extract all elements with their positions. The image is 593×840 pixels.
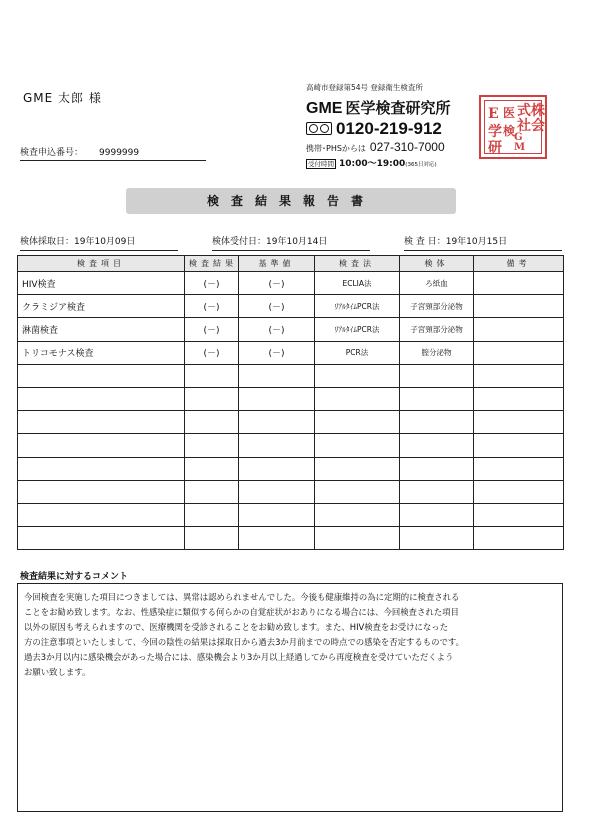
- table-row: [18, 341, 564, 364]
- lab-info: [306, 82, 466, 169]
- seal-char: 株: [531, 103, 545, 119]
- free-dial-icon: [306, 122, 332, 135]
- cell-item: トリコモナス検査: [18, 341, 185, 364]
- mobile-number: 027-310-7000: [369, 140, 445, 154]
- cell-method: ﾘｱﾙﾀｲﾑPCR法: [315, 295, 400, 318]
- empty-table-row: [18, 527, 564, 550]
- received-date-field: [212, 234, 370, 251]
- cell-result: (－): [185, 341, 239, 364]
- seal-char: 式: [517, 103, 531, 119]
- cell-result: (－): [185, 295, 239, 318]
- table-row: [18, 295, 564, 318]
- seal-char: G: [514, 132, 523, 143]
- empty-table-row: [18, 457, 564, 480]
- comment-text: 今回検査を実施した項目につきましては、異常は認められませんでした。今後も健康維持の為に定期的に検査される ことをお勧め致します。なお、性感染症に類似する何らかの自覚症状がおありになる場合には、今回検査された項目 以外の原因も考えられますので、医療機関を受診されることをお勧め致します。また、HIV検査をお受けになった 方の注意事項といたしまして、今回の陰性の結果は採取日から過去3か月前までの時点での感染を否定するものです。 過去3か月以内に感染機会があった場合には、感染機会より3か月以上経過してから再度検査を受けていただくよう お願い致します。: [17, 583, 563, 812]
- test-date-field: [404, 234, 562, 251]
- reception-hours: [306, 156, 466, 169]
- seal-char: 医: [503, 106, 516, 120]
- cell-specimen: 膣分泌物: [400, 341, 474, 364]
- application-number-row: [20, 145, 206, 161]
- cell-remarks: [474, 341, 564, 364]
- test-date-label: 検 査 日：: [404, 237, 446, 247]
- empty-table-row: [18, 480, 564, 503]
- sample-date: 19年10月09日: [74, 237, 136, 247]
- empty-table-row: [18, 387, 564, 410]
- table-row: [18, 318, 564, 341]
- cell-remarks: [474, 295, 564, 318]
- empty-table-row: [18, 434, 564, 457]
- patient-name: GME 太郎 様: [23, 91, 102, 105]
- header-reference: 基準値: [239, 256, 315, 272]
- lab-registration: 高崎市登録第54号 登録衛生検査所: [306, 83, 423, 92]
- header-remarks: 備考: [474, 256, 564, 272]
- cell-result: (－): [185, 272, 239, 295]
- application-number: 9999999: [99, 148, 140, 158]
- sample-date-label: 検体採取日：: [20, 237, 75, 247]
- seal-char: 会: [531, 118, 545, 134]
- lab-name: [306, 97, 466, 118]
- empty-table-row: [18, 503, 564, 526]
- empty-table-row: [18, 364, 564, 387]
- header-result: 検査結果: [185, 256, 239, 272]
- company-seal: [479, 95, 547, 159]
- cell-remarks: [474, 272, 564, 295]
- cell-item: 淋菌検査: [18, 318, 185, 341]
- header-method: 検査法: [315, 256, 400, 272]
- sample-date-field: [20, 234, 178, 251]
- hours-tag: 受付時間: [308, 160, 334, 168]
- cell-result: (－): [185, 318, 239, 341]
- lab-brand: GME: [306, 100, 343, 117]
- hours-time: 10:00～19:00: [339, 159, 406, 169]
- received-date: 19年10月14日: [266, 237, 328, 247]
- cell-specimen: 子宮頸部分泌物: [400, 318, 474, 341]
- seal-char: 研: [488, 140, 502, 156]
- hours-note: (365日対応): [405, 162, 437, 168]
- cell-reference: (－): [239, 272, 315, 295]
- cell-reference: (－): [239, 295, 315, 318]
- cell-method: PCR法: [315, 341, 400, 364]
- seal-char: 学: [488, 124, 502, 140]
- free-dial: [306, 119, 466, 139]
- cell-method: ECLIA法: [315, 272, 400, 295]
- free-dial-number: 0120-219-912: [336, 119, 442, 138]
- empty-table-row: [18, 411, 564, 434]
- received-date-label: 検体受付日：: [212, 237, 267, 247]
- seal-char: M: [514, 142, 526, 153]
- seal-char: E: [488, 106, 499, 122]
- cell-method: ﾘｱﾙﾀｲﾑPCR法: [315, 318, 400, 341]
- cell-reference: (－): [239, 318, 315, 341]
- mobile-label: 携帯･PHSからは: [306, 144, 366, 153]
- lab-name-text: 医学検査研究所: [345, 99, 451, 117]
- table-header-row: [18, 256, 564, 272]
- application-number-label: 検査申込番号：: [20, 148, 84, 158]
- cell-remarks: [474, 318, 564, 341]
- cell-specimen: 子宮頸部分泌物: [400, 295, 474, 318]
- cell-item: HIV検査: [18, 272, 185, 295]
- cell-reference: (－): [239, 341, 315, 364]
- test-date: 19年10月15日: [445, 237, 508, 247]
- seal-char: 社: [517, 118, 531, 134]
- table-row: [18, 272, 564, 295]
- header-specimen: 検体: [400, 256, 474, 272]
- report-title: 検査結果報告書: [126, 188, 456, 214]
- cell-specimen: ろ紙血: [400, 272, 474, 295]
- comment-label: 検査結果に対するコメント: [20, 572, 129, 582]
- mobile-contact: [306, 140, 466, 154]
- header-item: 検査項目: [18, 256, 185, 272]
- seal-char: 検: [503, 124, 516, 138]
- results-table: [17, 255, 564, 550]
- cell-item: クラミジア検査: [18, 295, 185, 318]
